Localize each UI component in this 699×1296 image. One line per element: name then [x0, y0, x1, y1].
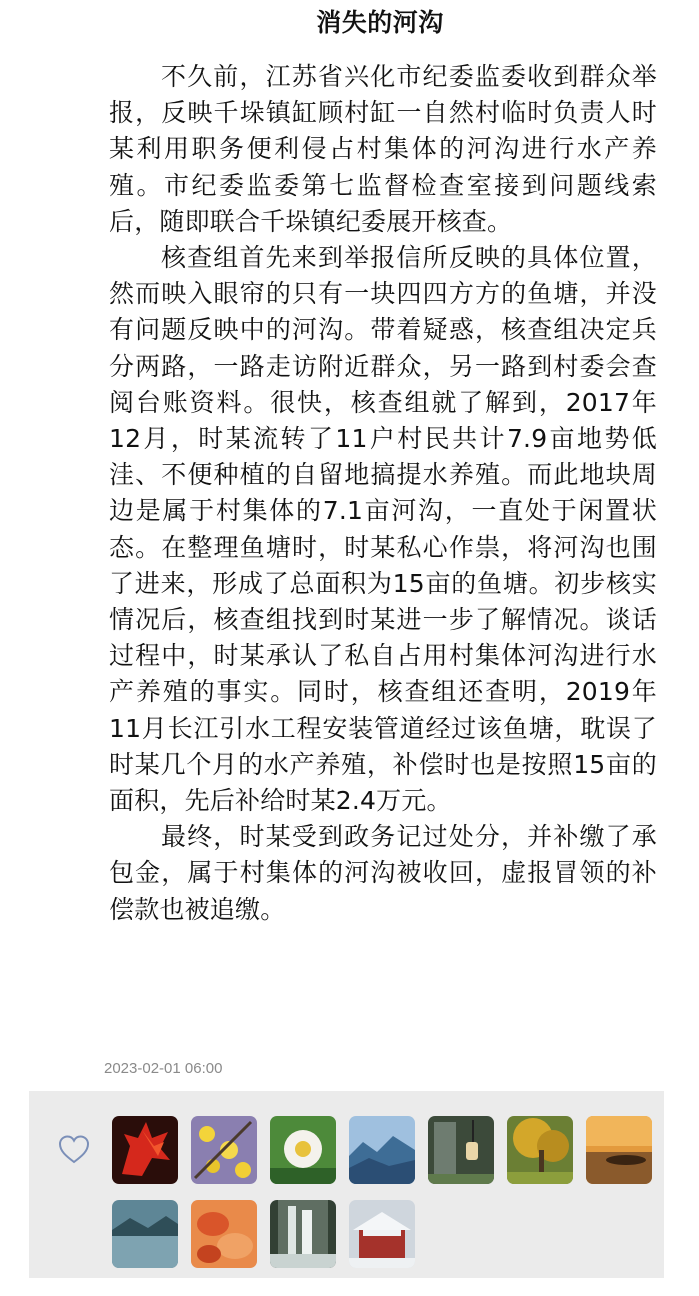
avatar-lake-reflection[interactable]	[112, 1200, 178, 1268]
avatar-waterfall[interactable]	[270, 1200, 336, 1268]
like-panel	[29, 1091, 664, 1278]
article-paragraph-3: 最终，时某受到政务记过处分，并补缴了承包金，属于村集体的河沟被收回，虚报冒领的补偿款也被追缴。	[109, 822, 657, 924]
article-title: 消失的河沟	[316, 8, 444, 37]
article-paragraph-1: 不久前，江苏省兴化市纪委监委收到群众举报，反映千垛镇缸顾村缸一自然村临时负责人时某利用职务便利侵占村集体的河沟进行水产养殖。市纪委监委第七监督检查室接到问题线索后，随即联合千垛镇纪委展开核查。	[109, 62, 657, 236]
avatar-snowy-temple[interactable]	[349, 1200, 415, 1268]
avatar-red-maple-leaf[interactable]	[112, 1116, 178, 1184]
article-paragraph-2: 核查组首先来到举报信所反映的具体位置，然而映入眼帘的只有一块四四方方的鱼塘，并没有问题反映中的河沟。带着疑惑，核查组决定兵分两路，一路走访附近群众，另一路到村委会查阅台账资料。很快，核查组就了解到，2017年12月，时某流转了11户村民共计7.9亩地势低洼、不便种植的自留地搞提水养殖。而此地块周边是属于村集体的7.1亩河沟，一直处于闲置状态。在整理鱼塘时，时某私心作祟，将河沟也围了进来，形成了总面积为15亩的鱼塘。初步核实情况后，核查组找到时某进一步了解情况。谈话过程中，时某承认了私自占用村集体河沟进行水产养殖的事实。同时，核查组还查明，2019年11月长江引水工程安装管道经过该鱼塘，耽误了时某几个月的水产养殖，补偿时也是按照15亩的面积，先后补给时某2.4万元。	[109, 243, 657, 816]
avatar-lantern-street[interactable]	[428, 1116, 494, 1184]
avatar-blue-mountains[interactable]	[349, 1116, 415, 1184]
avatar-sunset-boat[interactable]	[586, 1116, 652, 1184]
heart-outline-icon[interactable]	[57, 1133, 91, 1165]
avatar-white-flower[interactable]	[270, 1116, 336, 1184]
publish-timestamp: 2023-02-01 06:00	[104, 1060, 223, 1077]
avatar-autumn-tree[interactable]	[507, 1116, 573, 1184]
avatar-orange-leaves[interactable]	[191, 1200, 257, 1268]
avatar-yellow-wintersweet[interactable]	[191, 1116, 257, 1184]
article-body	[109, 59, 657, 928]
